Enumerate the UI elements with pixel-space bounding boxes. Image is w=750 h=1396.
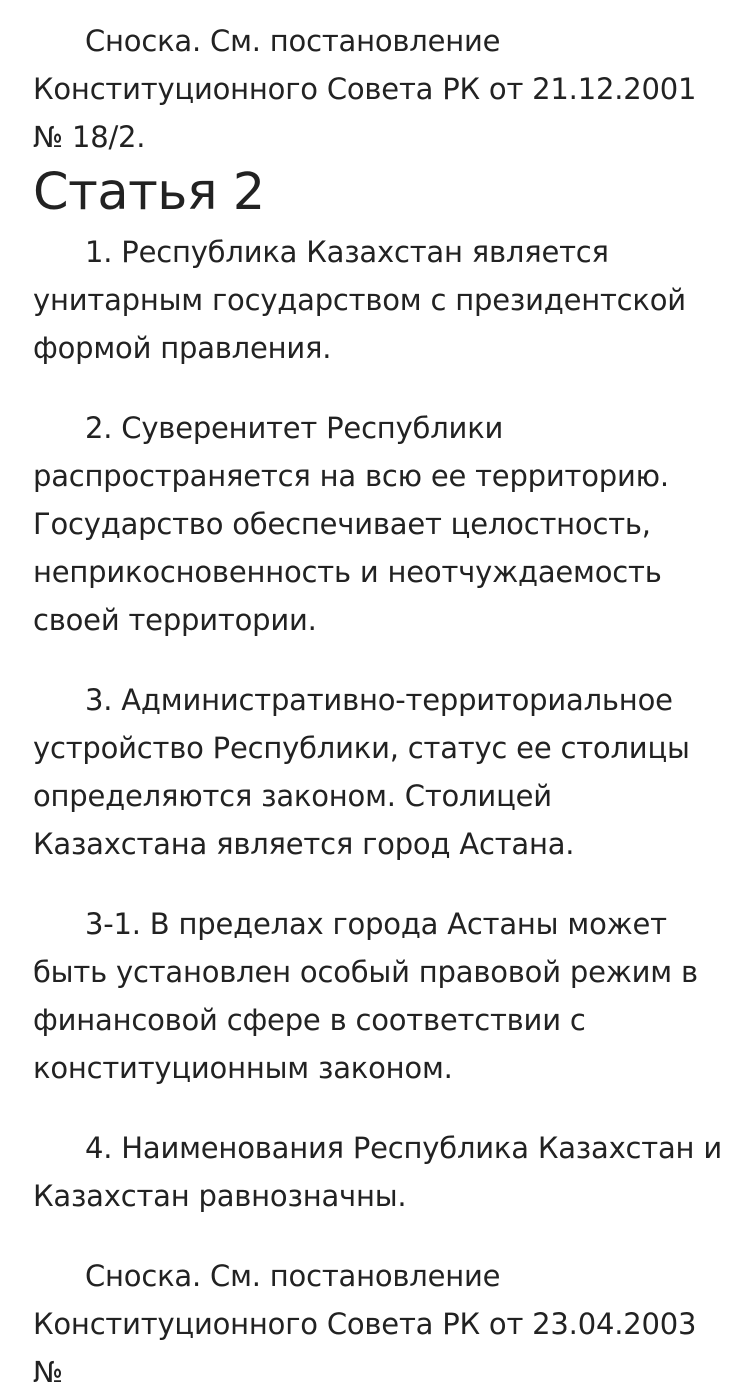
document-content — [33, 0, 723, 1396]
article-paragraph-4: 4. Наименования Республика Казахстан и Казахстан равнозначны. — [33, 1131, 722, 1213]
article-title: Статья 2 — [33, 163, 265, 222]
article-paragraph-3: 3. Административно-территориальное устройство Республики, статус ее столицы определяются законом. Столицей Казахстана является город Астана. — [33, 683, 690, 861]
article-paragraph-2: 2. Суверенитет Республики распространяется на всю ее территорию. Государство обеспечивает целостность, неприкосновенность и неотчуждаемость своей территории. — [33, 411, 669, 637]
footnote-bottom: Сноска. См. постановление Конституционного Совета РК от 23.04.2003 № — [33, 1259, 697, 1389]
footnote-top: Сноска. См. постановление Конституционного Совета РК от 21.12.2001 № 18/2. — [33, 24, 697, 154]
article-paragraph-1: 1. Республика Казахстан является унитарным государством с президентской формой правления. — [33, 235, 686, 365]
article-paragraph-3-1: 3-1. В пределах города Астаны может быть установлен особый правовой режим в финансовой сфере в соответствии с конституционным законом. — [33, 907, 698, 1085]
